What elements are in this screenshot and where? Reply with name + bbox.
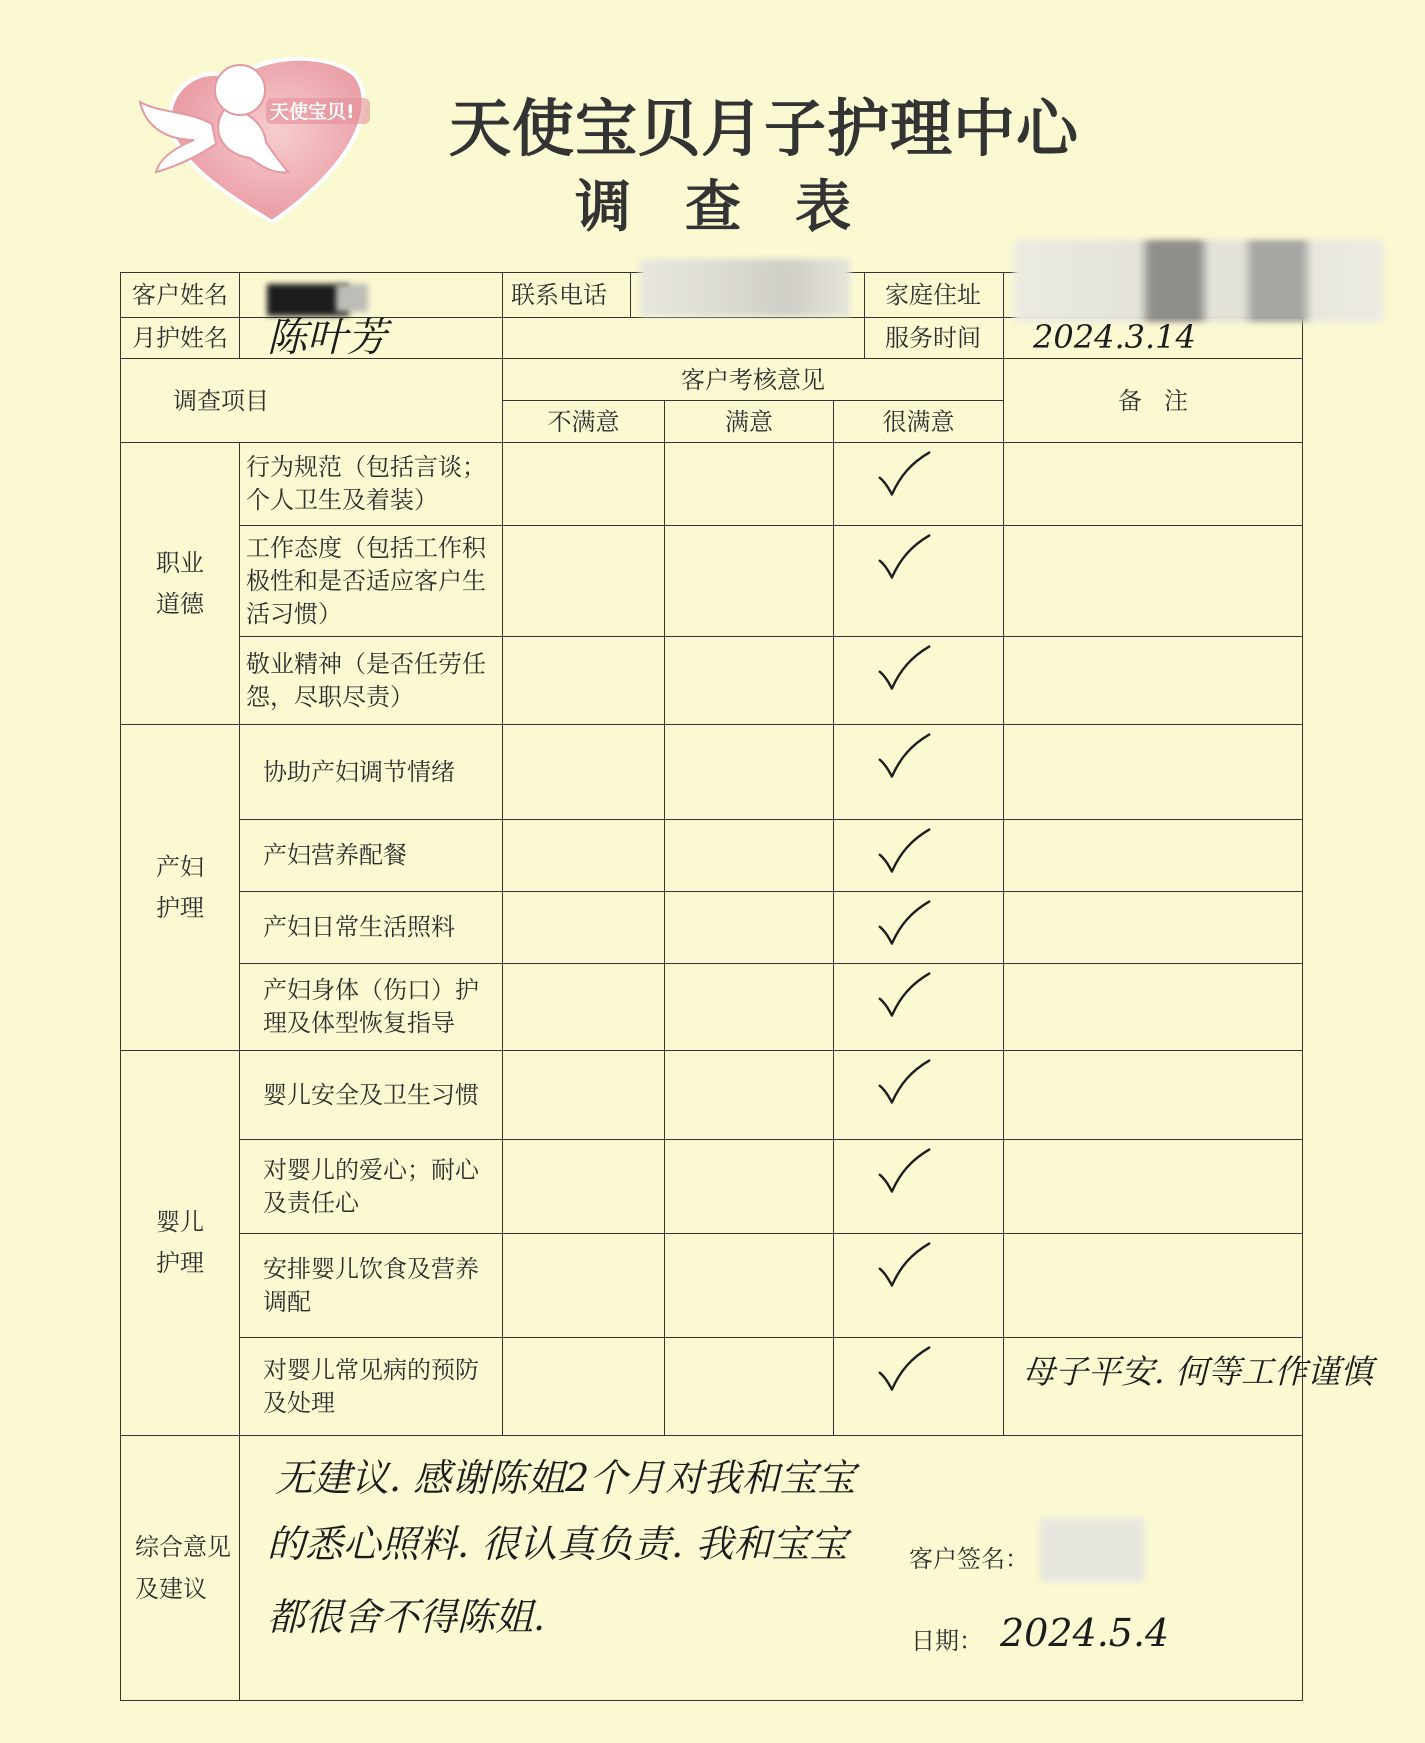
service-time-handwritten: 2024.3.14 xyxy=(1033,318,1196,356)
rating-cell-satisfied xyxy=(665,1051,834,1140)
redacted-address xyxy=(1014,240,1383,322)
redacted-signature xyxy=(1040,1518,1144,1582)
table-row xyxy=(121,526,1303,637)
rating-cell-very-satisfied xyxy=(834,443,1004,526)
remark-handwritten: 母子平安. 何等工作谨慎 xyxy=(1022,1352,1373,1391)
rating-cell-satisfied xyxy=(665,820,834,892)
item-text-line: 产妇日常生活照料 xyxy=(263,913,455,941)
table-row xyxy=(121,1234,1303,1338)
item-text-line: 工作态度（包括工作积 xyxy=(246,533,486,562)
rating-header-satisfied: 满意 xyxy=(665,401,834,443)
rating-header-very-satisfied: 很满意 xyxy=(834,401,1004,443)
remark-cell xyxy=(1004,1140,1303,1234)
checkmark-icon xyxy=(876,1344,932,1394)
rating-cell-dissatisfied xyxy=(503,820,665,892)
rating-cell-very-satisfied xyxy=(834,725,1004,820)
logo-text: 天使宝贝! xyxy=(270,101,355,123)
rating-cell-very-satisfied xyxy=(834,892,1004,964)
rating-cell-satisfied xyxy=(665,1234,834,1338)
table-row xyxy=(121,1051,1303,1140)
item-text-line: 活习惯） xyxy=(246,599,342,628)
rating-header-dissatisfied: 不满意 xyxy=(503,401,665,443)
item-text-line: 及责任心 xyxy=(263,1188,359,1217)
assessment-header: 客户考核意见 xyxy=(503,359,1004,401)
rating-cell-dissatisfied xyxy=(503,637,665,725)
item-text-line: 敬业精神（是否任劳任 xyxy=(246,649,486,678)
section-label-line: 护理 xyxy=(156,893,204,922)
remark-cell xyxy=(1004,1234,1303,1338)
survey-item-infant-love xyxy=(240,1140,503,1234)
summary-comment-line: 都很舍不得陈姐. xyxy=(267,1595,546,1639)
summary-comment-line: 的悉心照料. 很认真负责. 我和宝宝 xyxy=(267,1522,848,1566)
summary-label xyxy=(121,1436,240,1701)
rating-cell-dissatisfied xyxy=(503,725,665,820)
rating-cell-satisfied xyxy=(665,964,834,1051)
rating-cell-satisfied xyxy=(665,1140,834,1234)
signature-label: 客户签名： xyxy=(909,1545,1029,1573)
rating-cell-satisfied xyxy=(665,1338,834,1436)
item-text-line: 对婴儿的爱心；耐心 xyxy=(263,1155,479,1184)
item-text-line: 行为规范（包括言谈； xyxy=(246,453,486,481)
section-label-line: 道德 xyxy=(156,589,204,618)
rating-cell-very-satisfied xyxy=(834,1140,1004,1234)
form-subtitle: 调查表 xyxy=(575,175,905,240)
section-label-line: 职业 xyxy=(156,548,204,577)
phone-label: 联系电话 xyxy=(503,273,631,318)
rating-cell-dissatisfied xyxy=(503,1234,665,1338)
item-text-line: 安排婴儿饮食及营养 xyxy=(263,1254,479,1283)
survey-item-infant-safety xyxy=(240,1051,503,1140)
item-text-line: 婴儿安全及卫生习惯 xyxy=(263,1080,479,1109)
blank-cell xyxy=(503,318,865,359)
rating-cell-dissatisfied xyxy=(503,443,665,526)
rating-cell-satisfied xyxy=(665,526,834,637)
item-text-line: 极性和是否适应客户生 xyxy=(246,566,486,595)
checkmark-icon xyxy=(876,970,932,1020)
remark-cell xyxy=(1004,637,1303,725)
angel-heart-logo xyxy=(132,50,372,230)
checkmark-icon xyxy=(876,731,932,781)
section-label-professional-ethics xyxy=(121,443,240,725)
rating-cell-dissatisfied xyxy=(503,1140,665,1234)
rating-cell-very-satisfied xyxy=(834,1051,1004,1140)
address-label: 家庭住址 xyxy=(865,273,1004,318)
redacted-customer-name-edge xyxy=(336,284,368,312)
rating-cell-very-satisfied xyxy=(834,820,1004,892)
remarks-header: 备注 xyxy=(1004,359,1303,443)
section-label-maternal-care xyxy=(121,725,240,1051)
item-text-line: 协助产妇调节情绪 xyxy=(263,757,455,786)
rating-cell-dissatisfied xyxy=(503,1051,665,1140)
survey-item-recovery xyxy=(240,964,503,1051)
table-row xyxy=(121,725,1303,820)
date-handwritten: 2024.5.4 xyxy=(1000,1611,1170,1655)
summary-label-line: 综合意见 xyxy=(135,1533,231,1561)
remark-cell xyxy=(1004,526,1303,637)
table-header-row-1 xyxy=(121,359,1303,401)
checkmark-icon xyxy=(876,826,932,876)
survey-item-infant-feeding xyxy=(240,1234,503,1338)
survey-item-mood xyxy=(240,725,503,820)
rating-cell-very-satisfied xyxy=(834,526,1004,637)
survey-item-nutrition xyxy=(240,820,503,892)
table-row xyxy=(121,964,1303,1051)
remark-cell xyxy=(1004,1051,1303,1140)
rating-cell-very-satisfied xyxy=(834,964,1004,1051)
section-label-line: 婴儿 xyxy=(156,1208,204,1236)
nurse-name-handwritten: 陈叶芳 xyxy=(267,315,387,361)
item-text-line: 个人卫生及着装） xyxy=(246,486,438,514)
checkmark-icon xyxy=(876,1240,932,1290)
rating-cell-very-satisfied xyxy=(834,1338,1004,1436)
rating-cell-dissatisfied xyxy=(503,892,665,964)
survey-item-infant-illness xyxy=(240,1338,503,1436)
rating-cell-dissatisfied xyxy=(503,1338,665,1436)
item-text-line: 怨，尽职尽责） xyxy=(246,682,414,711)
checkmark-icon xyxy=(876,1057,932,1107)
table-row xyxy=(121,892,1303,964)
section-label-line: 护理 xyxy=(156,1249,204,1277)
remark-cell xyxy=(1004,892,1303,964)
redacted-phone xyxy=(640,259,850,316)
rating-cell-satisfied xyxy=(665,443,834,526)
page-title: 天使宝贝月子护理中心 xyxy=(449,92,1080,165)
date-label: 日期： xyxy=(911,1627,983,1655)
rating-cell-satisfied xyxy=(665,892,834,964)
rating-cell-dissatisfied xyxy=(503,526,665,637)
item-text-line: 产妇营养配餐 xyxy=(263,841,407,869)
checkmark-icon xyxy=(876,449,932,499)
service-time-label: 服务时间 xyxy=(865,318,1004,359)
checkmark-icon xyxy=(876,1146,932,1196)
checkmark-icon xyxy=(876,643,932,693)
table-row xyxy=(121,637,1303,725)
remark-cell xyxy=(1004,443,1303,526)
rating-cell-satisfied xyxy=(665,637,834,725)
section-label-line: 产妇 xyxy=(156,852,204,881)
rating-cell-satisfied xyxy=(665,725,834,820)
checkmark-icon xyxy=(876,898,932,948)
item-text-line: 及处理 xyxy=(263,1388,335,1417)
checkmark-icon xyxy=(876,532,932,582)
item-text-line: 对婴儿常见病的预防 xyxy=(263,1355,479,1384)
rating-cell-very-satisfied xyxy=(834,1234,1004,1338)
summary-comment-line: 无建议. 感谢陈姐2个月对我和宝宝 xyxy=(275,1456,856,1500)
survey-item-work-attitude xyxy=(240,526,503,637)
remark-cell xyxy=(1004,820,1303,892)
item-text-line: 产妇身体（伤口）护 xyxy=(263,976,479,1004)
item-text-line: 调配 xyxy=(263,1287,311,1316)
table-row xyxy=(121,1140,1303,1234)
table-row xyxy=(121,820,1303,892)
summary-label-line: 及建议 xyxy=(135,1575,207,1603)
remark-cell xyxy=(1004,964,1303,1051)
customer-name-label: 客户姓名 xyxy=(121,273,240,318)
survey-items-header: 调查项目 xyxy=(121,359,503,443)
remark-cell xyxy=(1004,725,1303,820)
section-label-infant-care xyxy=(121,1051,240,1436)
survey-item-dedication xyxy=(240,637,503,725)
rating-cell-dissatisfied xyxy=(503,964,665,1051)
survey-item-daily-care xyxy=(240,892,503,964)
angel-head-icon xyxy=(215,65,265,115)
table-row xyxy=(121,443,1303,526)
item-text-line: 理及体型恢复指导 xyxy=(263,1009,455,1037)
rating-cell-very-satisfied xyxy=(834,637,1004,725)
survey-item-conduct xyxy=(240,443,503,526)
nurse-name-label: 月护姓名 xyxy=(121,318,240,359)
